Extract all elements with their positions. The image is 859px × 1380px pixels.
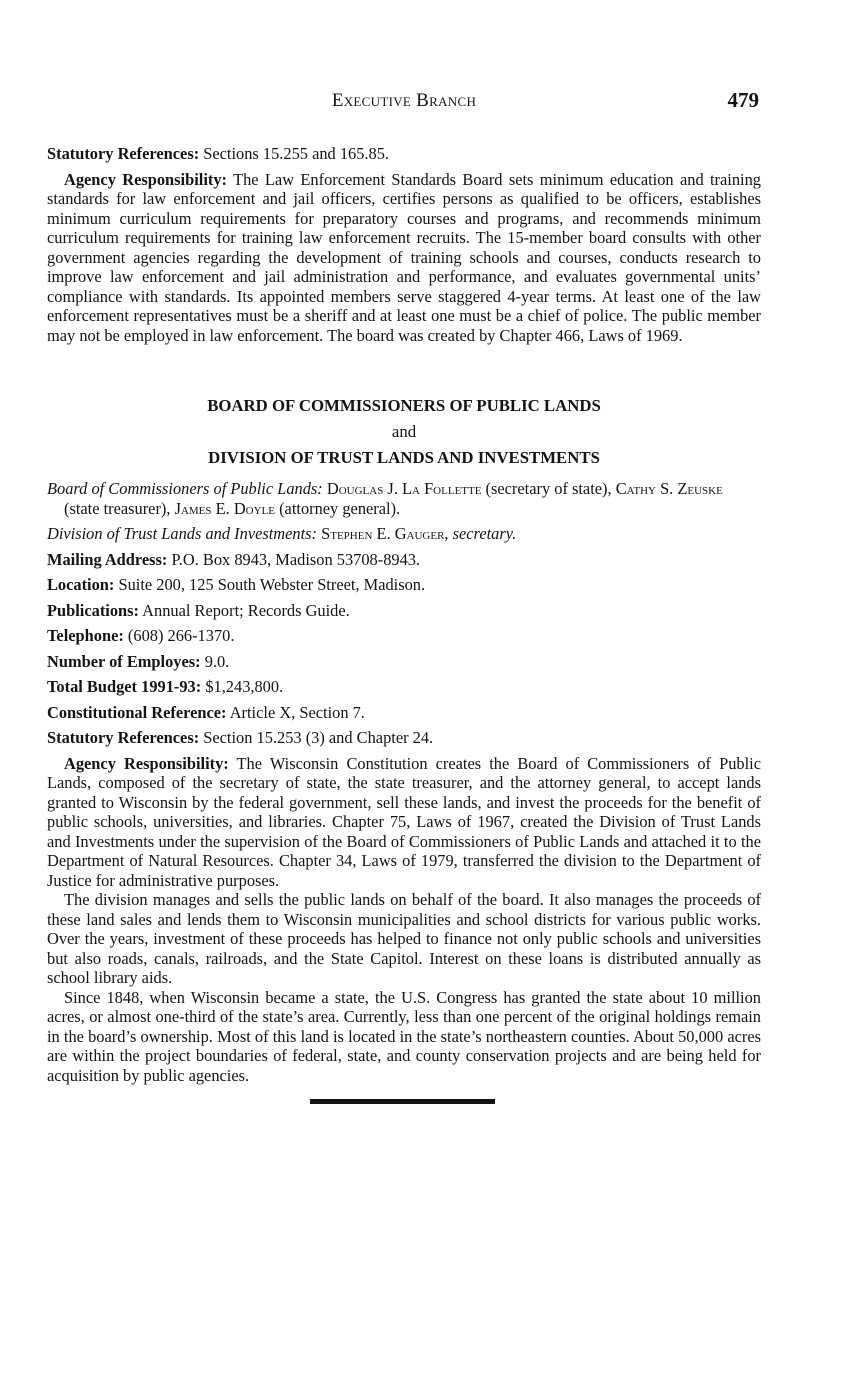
prev-statutory-label: Statutory References: <box>47 144 200 163</box>
paragraph-land-management: The division manages and sells the public lands on behalf of the board. It also manages the proceeds of these land sales and lends them to Wisconsin municipalities and school districts for various public works. Over the years, investment of these proceeds has helped to finance not only public schools and universities but also roads, canals, railroads, and the State Capitol. Interest on these loans is distributed annually as school library aids. <box>47 890 761 987</box>
telephone <box>47 626 761 646</box>
location <box>47 575 761 595</box>
constitutional-reference <box>47 703 761 723</box>
running-title: Executive Branch <box>331 90 477 111</box>
location-label: Location: <box>47 575 115 594</box>
paragraph-land-history: Since 1848, when Wisconsin became a state, the U.S. Congress has granted the state about 10 million acres, or almost one-third of the state’s area. Currently, less than one percent of the original holdings remain in the board’s ownership. Most of this land is located in the state’s northeastern counties. About 50,000 acres are within the project boundaries of federal, state, and county conservation projects and are being held for acquisition by public agencies. <box>47 987 761 1085</box>
budget-label: Total Budget 1991-93: <box>47 677 202 696</box>
agency-text: The Wisconsin Constitution creates the Board of Commissioners of Public Lands, composed of the secretary of state, the state treasurer, and the attorney general, to accept lands granted to Wisconsin by the federal government, sell these lands, and invest the proceeds for the benefit of public schools, universities, and libraries. Chapter 75, Laws of 1967, created the Division of Trust Lands and Investments under the supervision of the Board of Commissioners of Public Lands and attached it to the Department of Natural Resources. Chapter 34, Laws of 1979, transferred the division to the Department of Justice for administrative purposes. <box>47 753 761 890</box>
section-heading-and: and <box>391 422 417 441</box>
board-member-name: Douglas J. La Follette <box>326 479 482 498</box>
prev-statutory-value: Sections 15.255 and 165.85. <box>199 144 390 163</box>
prev-agency-label: Agency Responsibility: <box>64 169 227 189</box>
board-member-role: (secretary of state), <box>481 479 616 498</box>
running-header <box>47 88 761 120</box>
number-of-employes <box>47 652 761 672</box>
constitutional-value: Article X, Section 7. <box>226 702 365 722</box>
publications-value: Annual Report; Records Guide. <box>138 600 350 620</box>
section-heading-division: DIVISION OF TRUST LANDS AND INVESTMENTS <box>208 448 600 467</box>
board-member-role: (attorney general). <box>275 498 401 518</box>
division-head: Division of Trust Lands and Investments: Stephen E. Gauger, secretary. <box>47 524 517 543</box>
prev-agency-responsibility <box>47 170 761 346</box>
telephone-value: (608) 266-1370. <box>123 626 235 645</box>
telephone-label: Telephone: <box>47 626 124 645</box>
board-member-name: Cathy S. Zeuske <box>615 479 723 498</box>
prev-statutory-references <box>47 144 761 164</box>
division-head-name: Stephen E. Gauger <box>321 524 445 543</box>
mailing-label: Mailing Address: <box>47 549 168 569</box>
publications-label: Publications: <box>47 600 139 620</box>
location-value: Suite 200, 125 South Webster Street, Madison. <box>114 575 426 594</box>
section-heading-board: BOARD OF COMMISSIONERS OF PUBLIC LANDS <box>207 396 601 415</box>
prev-agency-text: The Law Enforcement Standards Board sets minimum education and training standards for law enforcement and jail officers, certifies persons as qualified to be officers, establishes minimum curriculum requirements for preparatory courses and programs, and recommends minimum curriculum requirements for training law enforcement recruits. The 15-member board consults with other government agencies regarding the development of training schools and courses, conducts research to improve law enforcement and jail administration and performance, and evaluates governmental units’ compliance with standards. Its appointed members serve staggered 4-year terms. At least one of the law enforcement representatives must be a sheriff and at least one must be a chief of police. The public member may not be employed in law enforcement. The board was created by Chapter 466, Laws of 1969. <box>47 169 761 345</box>
agency-responsibility <box>47 754 761 891</box>
employees-value: 9.0. <box>200 651 230 671</box>
total-budget <box>47 677 761 697</box>
employees-label: Number of Employes: <box>47 651 201 671</box>
end-rule <box>310 1099 495 1104</box>
board-member-name: James E. Doyle <box>174 498 275 518</box>
publications <box>47 601 761 621</box>
board-label: Board of Commissioners of Public Lands: <box>47 479 323 498</box>
statutory-label: Statutory References: <box>47 728 200 747</box>
board-member-role: (state treasurer), <box>64 498 175 518</box>
division-head-role: secretary. <box>452 524 517 543</box>
mailing-address <box>47 550 761 570</box>
division-label: Division of Trust Lands and Investments: <box>47 524 317 543</box>
board-members <box>47 479 761 518</box>
page-number: 479 <box>727 88 759 112</box>
mailing-value: P.O. Box 8943, Madison 53708-8943. <box>167 549 421 569</box>
constitutional-label: Constitutional Reference: <box>47 702 227 722</box>
statutory-value: Section 15.253 (3) and Chapter 24. <box>199 728 434 747</box>
agency-label: Agency Responsibility: <box>64 753 229 773</box>
statutory-references <box>47 728 761 748</box>
document-page <box>47 88 761 1104</box>
budget-value: $1,243,800. <box>201 677 284 696</box>
